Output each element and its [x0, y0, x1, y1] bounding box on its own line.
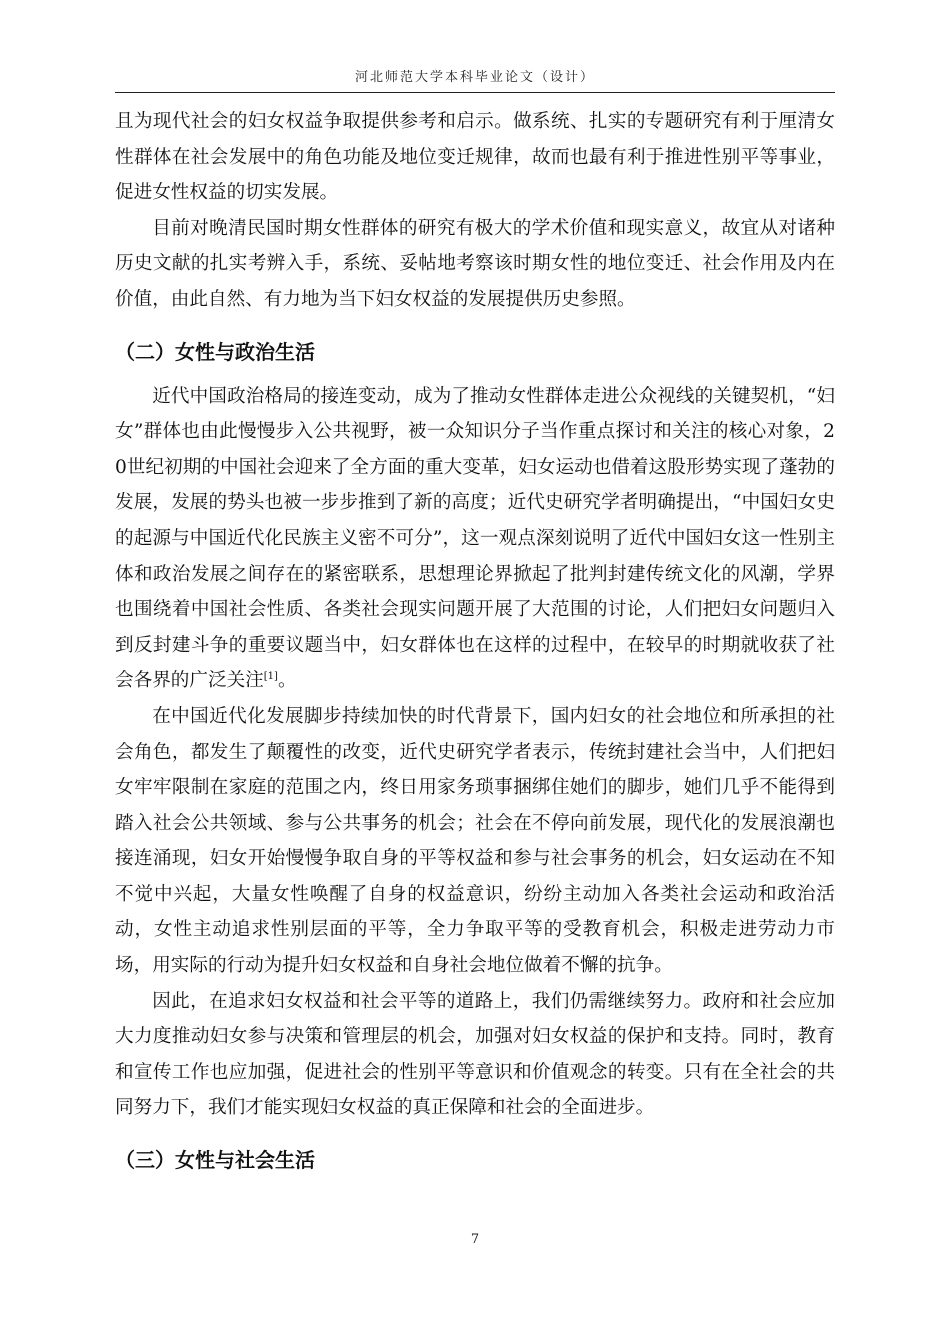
page-number: 7: [470, 1232, 480, 1247]
paragraph-political-change: [115, 379, 835, 699]
paragraph-research-value: 目前对晚清民国时期女性群体的研究有极大的学术价值和现实意义，故宜从对诸种历史文献的扎实考辨入手，系统、妥帖地考察该时期女性的地位变迁、社会作用及内在价值，由此自然、有力地为当下妇女权益的发展提供历史参照。: [115, 217, 835, 310]
document-body: [115, 104, 835, 1187]
paragraph-end-mark: 。: [277, 670, 297, 692]
section-heading-politics: （二）女性与政治生活: [115, 339, 315, 364]
paragraph-modernization: 在中国近代化发展脚步持续加快的时代背景下，国内妇女的社会地位和所承担的社会角色，都发生了颠覆性的改变，近代史研究学者表示，传统封建社会当中，人们把妇女牢牢限制在家庭的范围之内，终日用家务琐事捆绑住她们的脚步，她们几乎不能得到踏入社会公共领域、参与公共事务的机会；社会在不停向前发展，现代化的发展浪潮也接连涌现，妇女开始慢慢争取自身的平等权益和参与社会事务的机会，妇女运动在不知不觉中兴起，大量女性唤醒了自身的权益意识，纷纷主动加入各类社会运动和政治活动，女性主动追求性别层面的平等，全力争取平等的受教育机会，积极走进劳动力市场，用实际的行动为提升妇女权益和自身社会地位做着不懈的抗争。: [115, 705, 835, 977]
citation-marker[interactable]: [1]: [263, 671, 278, 683]
paragraph-continuation: 且为现代社会的妇女权益争取提供参考和启示。做系统、扎实的专题研究有利于厘清女性群体在社会发展中的角色功能及地位变迁规律，故而也最有利于推进性别平等事业，促进女性权益的切实发展。: [115, 111, 835, 204]
header-rule: [115, 92, 835, 93]
section-heading-social-life: （三）女性与社会生活: [115, 1148, 315, 1173]
paragraph-political-change-text: 近代中国政治格局的接连变动，成为了推动女性群体走进公众视线的关键契机，“妇女”群体也由此慢慢步入公共视野，被一众知识分子当作重点探讨和关注的核心对象，20世纪初期的中国社会迎来了全方面的重大变革，妇女运动也借着这股形势实现了蓬勃的发展，发展的势头也被一步步推到了新的高度；近代史研究学者明确提出，“中国妇女史的起源与中国近代化民族主义密不可分”，这一观点深刻说明了近代中国妇女这一性别主体和政治发展之间存在的紧密联系，思想理论界掀起了批判封建传统文化的风潮，学界也围绕着中国社会性质、各类社会现实问题开展了大范围的讨论，人们把妇女问题归入到反封建斗争的重要议题当中，妇女群体也在这样的过程中，在较早的时期就收获了社会各界的广泛关注: [115, 385, 835, 692]
running-header: 河北师范大学本科毕业论文（设计）: [354, 70, 595, 85]
paragraph-conclusion: 因此，在追求妇女权益和社会平等的道路上，我们仍需继续努力。政府和社会应加大力度推动妇女参与决策和管理层的机会，加强对妇女权益的保护和支持。同时，教育和宣传工作也应加强，促进社会的性别平等意识和价值观念的转变。只有在全社会的共同努力下，我们才能实现妇女权益的真正保障和社会的全面进步。: [115, 990, 835, 1119]
